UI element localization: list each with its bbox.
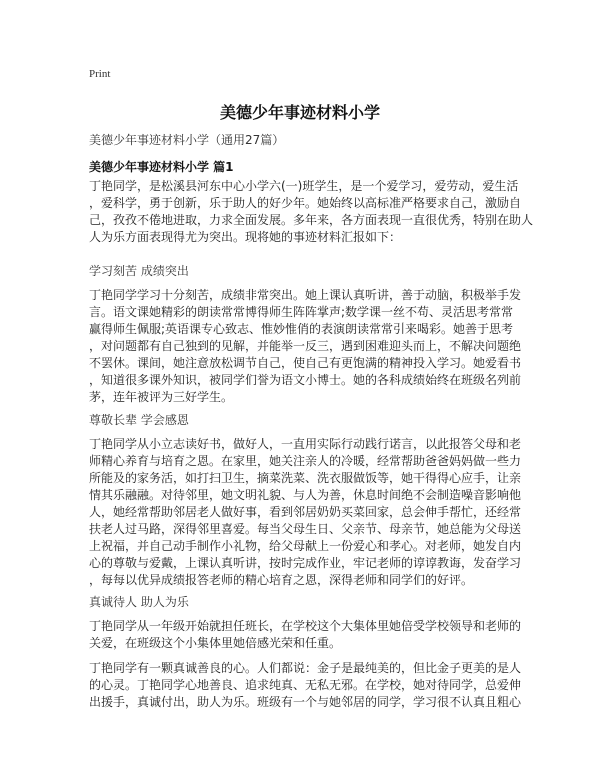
section-heading-kindness: 真诚待人 助人为乐	[89, 595, 189, 609]
print-label[interactable]: Print	[89, 68, 111, 80]
intro-paragraph: 丁艳同学，是松溪县河东中心小学六(一)班学生，是一个爱学习，爱劳动，爱生活 ，爱科学，勇于创新，乐于助人的好少年。她始终以高标准严格要求自己，激励自 己，孜孜不倦地进取，力求全面发展。多年来，各方面表现一直很优秀，特别在助人 人为乐方面表现得尤为突出。现将她的事迹材料汇报如下：	[89, 179, 534, 244]
section-kindness-paragraph-2: 丁艳同学有一颗真诚善良的心。人们都说：金子是最纯美的，但比金子更美的是人 的心灵。丁艳同学心地善良、追求纯真、无私无邪。在学校，她对待同学，总爱伸 出援手，真诚付出，助人为乐。班级有一个与她邻居的同学，学习很不认真且粗心	[89, 661, 522, 709]
page-title: 美德少年事迹材料小学	[219, 103, 380, 122]
section-respect-paragraph: 丁艳同学从小立志读好书，做好人，一直用实际行动践行诺言，以此报答父母和老 师精心养育与培育之恩。在家里，她关注亲人的冷暖，经常帮助爸爸妈妈做一些力 所能及的家务活，如打扫卫生，摘菜洗菜、洗衣服做饭等，她干得得心应手，让亲 情其乐融融。对待邻里，她文明礼貌、与人为善，休息时间绝不会制造噪音影响他 人，她经常帮助邻居老人做好事，看到邻居奶奶买菜回家，总会伸手帮忙，还经常 扶老人过马路，深得邻里喜爱。每当父母生日、父亲节、母亲节，她总能为父母送 上祝福，并自己动手制作小礼物，给父母献上一份爱心和孝心。对老师，她发自内 心的尊敬与爱戴，上课认真听讲，按时完成作业，牢记老师的谆谆教诲，发奋学习 ，每每以优异成绩报答老师的精心培育之恩，深得老师和同学们的好评。	[89, 437, 522, 587]
doc-subtitle: 美德少年事迹材料小学（通用27篇）	[89, 133, 285, 147]
section-study-paragraph: 丁艳同学学习十分刻苦，成绩非常突出。她上课认真听讲，善于动脑，积极举手发 言。语文课她精彩的朗读常常博得师生阵阵掌声;数学课一丝不苟、灵活思考常常 赢得师生佩服;英语课专心致志、惟妙惟俏的表演朗读常常引来喝彩。她善于思考 ，对问题都有自己独到的见解，并能举一反三，遇到困难迎头而上，不解决问题绝 不罢休。课间，她注意放松调节自己，使自己有更饱满的精神投入学习。她爱看书 ，知道很多课外知识，被同学们誉为语文小博士。她的各科成绩始终在班级名列前 茅，连年被评为三好学生。	[89, 288, 522, 404]
section-heading-respect: 尊敬长辈 学会感恩	[89, 413, 189, 427]
section-heading-study: 学习刻苦 成绩突出	[89, 264, 189, 278]
article-heading: 美德少年事迹材料小学 篇1	[89, 160, 234, 174]
section-kindness-paragraph-1: 丁艳同学从一年级开始就担任班长，在学校这个大集体里她倍受学校领导和老师的 关爱，在班级这个小集体里她倍感光荣和任重。	[89, 619, 522, 650]
